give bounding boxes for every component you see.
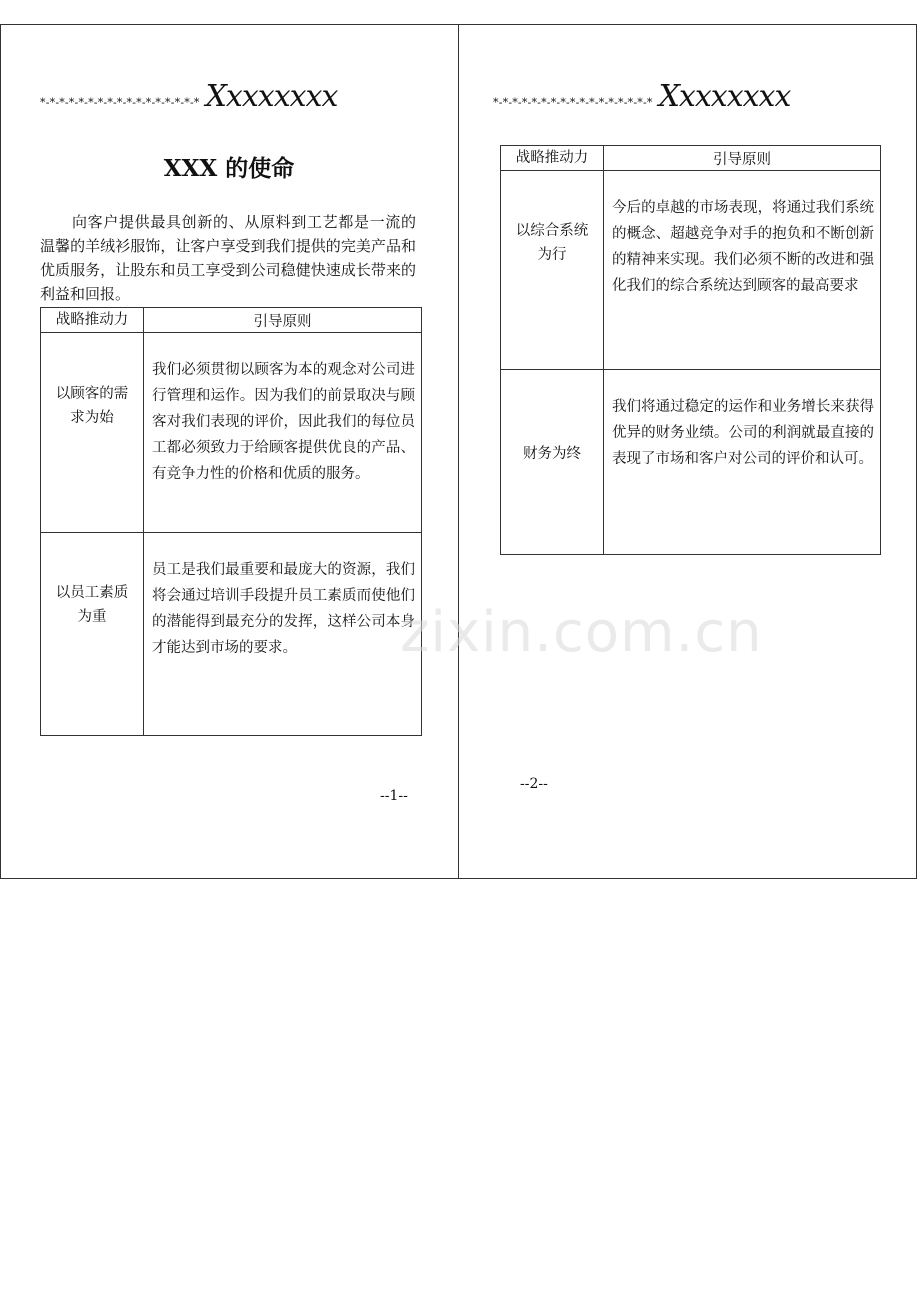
- row-text: 我们必须贯彻以顾客为本的观念对公司进行管理和运作。因为我们的前景取决与顾客对我们表现的评价，因此我们的每位员工都必须致力于给顾客提供优良的产品、有竞争力性的价格和优质的服务。: [144, 333, 422, 533]
- row-label-cell: [41, 533, 144, 736]
- row-label-cell: [501, 370, 604, 555]
- row-label: 以综合系统为行: [515, 223, 589, 263]
- row-text: 员工是我们最重要和最庞大的资源，我们将会通过培训手段提升员工素质而使他们的潜能得到最充分的发挥，这样公司本身才能达到市场的要求。: [144, 533, 422, 736]
- page-2: [459, 24, 917, 879]
- header-stars: *-*-*-*-*-*-*-*-*-*-*-*-*-*-*-*-*: [493, 96, 653, 109]
- page-1: [0, 24, 458, 879]
- row-label-cell: [501, 171, 604, 370]
- table-row: [501, 171, 881, 370]
- table-row: [41, 533, 422, 736]
- row-label: 以员工素质为重: [55, 585, 129, 625]
- header-brand: Xxxxxxxx: [658, 79, 791, 114]
- header-stars: *-*-*-*-*-*-*-*-*-*-*-*-*-*-*-*-*: [40, 96, 200, 109]
- row-text: 今后的卓越的市场表现，将通过我们系统的概念、超越竞争对手的抱负和不断创新的精神来实现。我们必须不断的改进和强化我们的综合系统达到顾客的最高要求: [604, 171, 881, 370]
- column-header-driver: 战略推动力: [501, 146, 604, 171]
- strategy-table: [500, 145, 881, 555]
- page-header: [40, 79, 337, 114]
- header-brand: Xxxxxxxx: [205, 79, 338, 114]
- page-title: XXX 的使命: [163, 155, 295, 182]
- column-header-principle: 引导原则: [144, 308, 422, 333]
- column-header-principle: 引导原则: [604, 146, 881, 171]
- page-number: --2--: [520, 776, 548, 792]
- page-number: --1--: [380, 788, 408, 804]
- row-label: 以顾客的需求为始: [55, 386, 129, 426]
- table-header-row: [501, 146, 881, 171]
- column-header-driver: 战略推动力: [41, 308, 144, 333]
- table-row: [501, 370, 881, 555]
- row-label-cell: [41, 333, 144, 533]
- row-text: 我们将通过稳定的运作和业务增长来获得优异的财务业绩。公司的利润就最直接的表现了市场和客户对公司的评价和认可。: [604, 370, 881, 555]
- strategy-table: [40, 307, 422, 736]
- watermark: zixin.com.cn: [400, 600, 763, 665]
- mission-paragraph: 向客户提供最具创新的、从原料到工艺都是一流的温馨的羊绒衫服饰，让客户享受到我们提供的完美产品和优质服务，让股东和员工享受到公司稳健快速成长带来的利益和回报。: [40, 213, 416, 303]
- table-header-row: [41, 308, 422, 333]
- table-row: [41, 333, 422, 533]
- page-header: [493, 79, 790, 114]
- row-label: 财务为终: [523, 446, 581, 462]
